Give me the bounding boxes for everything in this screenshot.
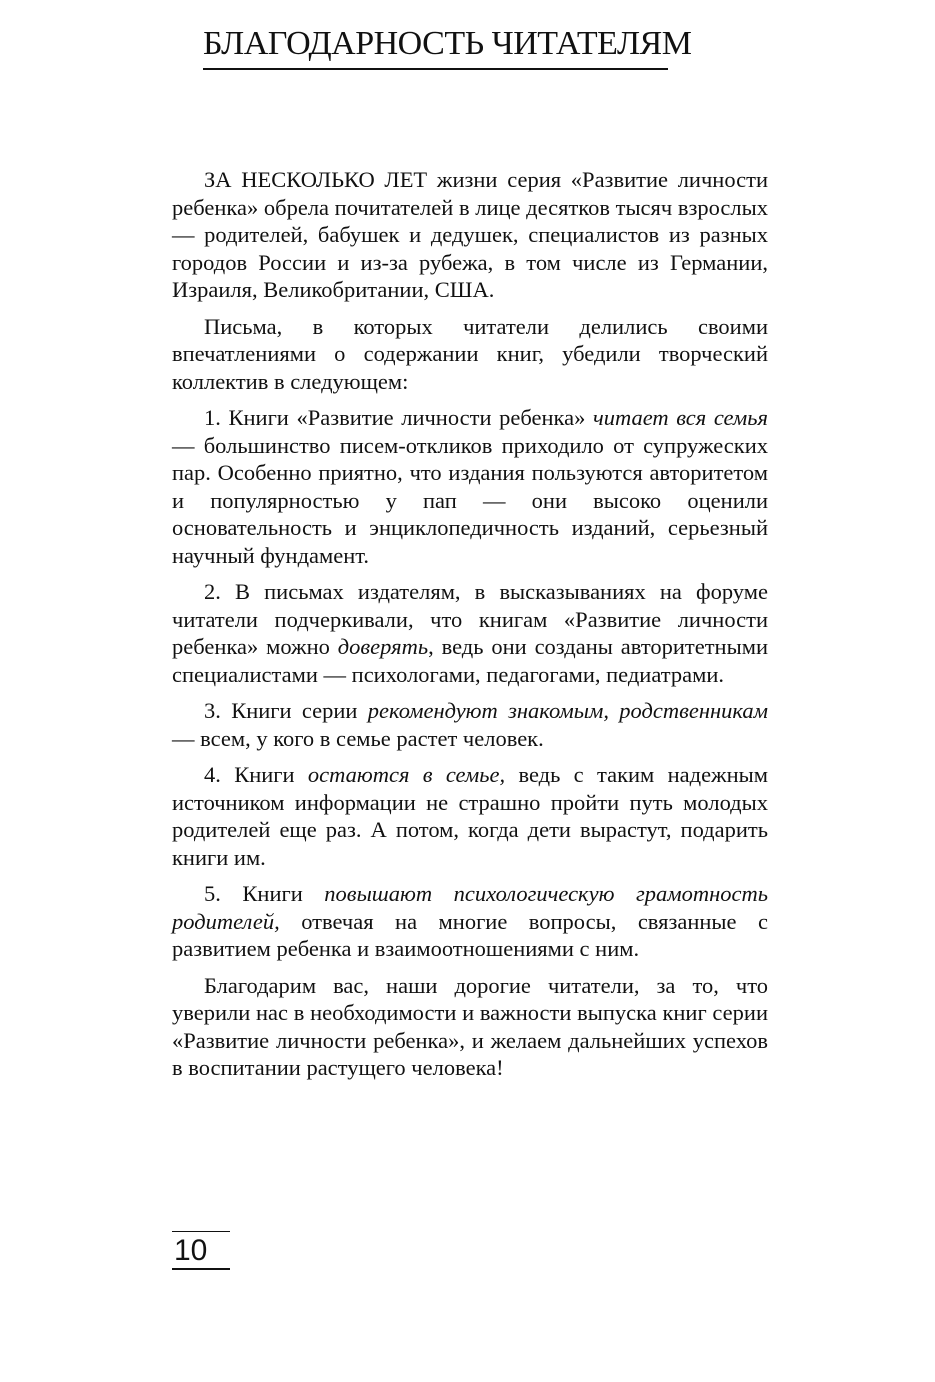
paragraph-closing — [172, 972, 768, 1082]
list-item-emphasis: остаются в семье, — [307, 762, 506, 787]
list-item-3 — [172, 697, 768, 752]
list-item-5 — [172, 880, 768, 963]
paragraph-text: ЗА НЕСКОЛЬКО ЛЕТ жизни серия «Развитие личности ребенка» обрела почитателей в лице десятков тысяч взрослых — родителей, бабушек и дедушек, специалистов из разных городов России и из-за рубежа, в том числе из Германии, Израиля, Великобритании, США. — [172, 167, 768, 302]
paragraph-text: Письма, в которых читатели делились своими впечатлениями о содержании книг, убедили творческий коллектив в следующем: — [172, 313, 768, 394]
body-text — [172, 166, 768, 1091]
page-number-box — [172, 1231, 230, 1270]
page-title: БЛАГОДАРНОСТЬ ЧИТАТЕЛЯМ — [203, 25, 692, 62]
list-item-text: 5. Книги — [204, 881, 325, 906]
list-item-text: отвечая на многие вопросы, связанные с развитием ребенка и взаимоотношениями с ним. — [172, 908, 768, 961]
running-header — [203, 22, 692, 70]
page-number: 10 — [174, 1234, 208, 1267]
paragraph-text: Благодарим вас, наши дорогие читатели, за то, что уверили нас в необходимости и важности выпуска книг серии «Развитие личности ребенка», и желаем дальнейших успехов в воспитании растущего человека! — [172, 972, 768, 1080]
list-item-text: 3. Книги серии — [204, 698, 368, 723]
list-item-text: , ведь они созданы авторитетными специалистами — психологами, педагогами, педиатрами. — [172, 634, 768, 687]
list-item-emphasis: рекомендуют знакомым, родственникам — [367, 698, 768, 723]
list-item-2 — [172, 578, 768, 688]
list-item-text: — всем, у кого в семье растет человек. — [172, 725, 544, 751]
list-item-text: ведь с таким надежным источником информации не страшно пройти путь молодых родителей еще раз. А потом, когда дети вырастут, подарить книги им. — [172, 762, 768, 870]
list-item-1 — [172, 404, 768, 569]
list-item-emphasis: читает вся семья — [592, 405, 768, 430]
list-item-4 — [172, 761, 768, 871]
list-item-text: — большинство писем-откликов приходило от супружеских пар. Особенно приятно, что издания пользуются авторитетом и популярностью у пап — они высоко оценили основательность и энциклопедичность изданий, серьезный научный фундамент. — [172, 432, 768, 568]
paragraph-intro — [172, 166, 768, 304]
list-item-text: 1. Книги «Развитие личности ребенка» — [204, 405, 593, 430]
list-item-text: 4. Книги — [204, 762, 308, 787]
list-item-emphasis: повышают психологическую грамотность родителей, — [172, 881, 768, 934]
paragraph-letters — [172, 313, 768, 396]
list-item-emphasis: доверять — [337, 634, 429, 659]
list-item-text: 2. В письмах издателям, в высказываниях на форуме читатели подчеркивали, что книгам «Развитие личности ребенка» можно — [172, 579, 768, 659]
